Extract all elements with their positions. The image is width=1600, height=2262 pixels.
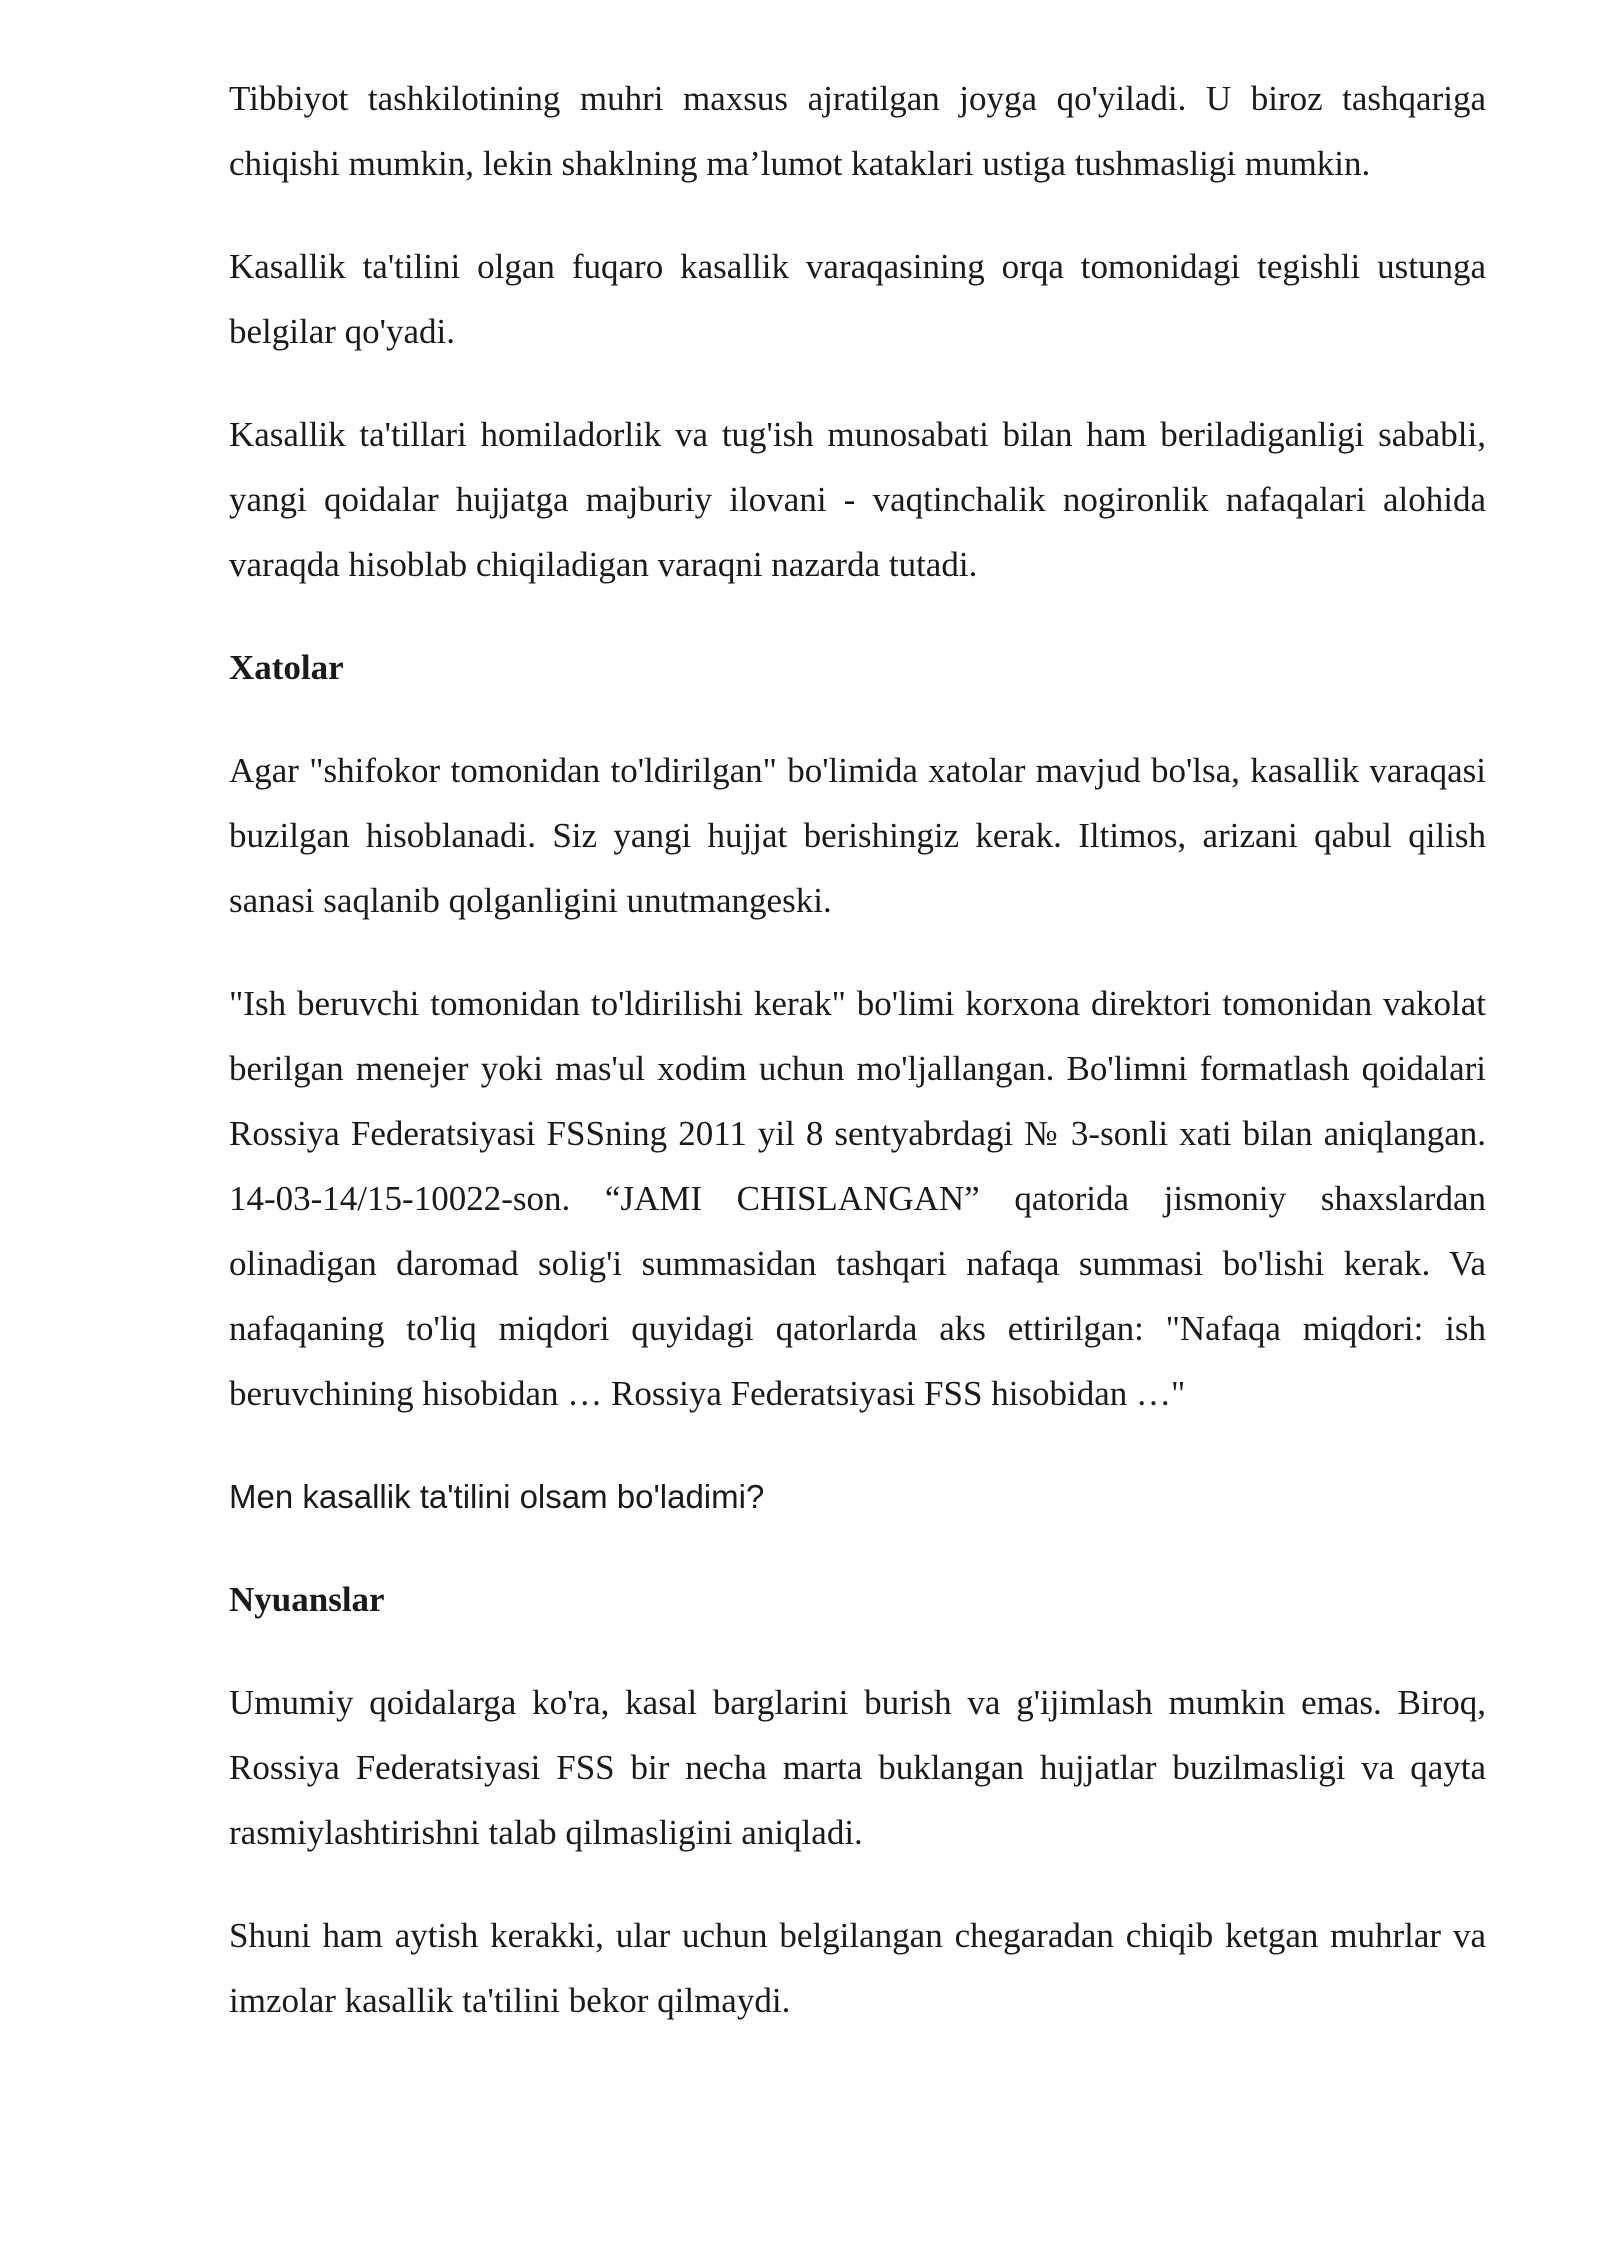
heading-nuances: Nyuanslar <box>229 1580 385 1619</box>
paragraph-employer-section: "Ish beruvchi tomonidan to'ldirilishi kerak" bo'limi korxona direktori tomonidan vakolat berilgan menejer yoki mas'ul xodim uchun mo'ljallangan. Bo'limni formatlash qoidalari Rossiya Federatsiyasi FSSning 2011 yil 8 sentyabrdagi № 3-sonli xati bilan aniqlangan. 14-03-14/15-10022-son. “JAMI CHISLANGAN” qatorida jismoniy shaxslardan olinadigan daromad solig'i summasidan tashqari nafaqa summasi bo'lishi kerak. Va nafaqaning to'liq miqdori quyidagi qatorlarda aks ettirilgan: "Nafaqa miqdori: ish beruvchining hisobidan … Rossiya Federatsiyasi FSS hisobidan …" <box>229 984 1486 1413</box>
paragraph-seals-signatures: Shuni ham aytish kerakki, ular uchun belgilangan chegaradan chiqib ketgan muhrlar va imzolar kasallik ta'tilini bekor qilmaydi. <box>229 1916 1486 2020</box>
paragraph-pregnancy-appendix: Kasallik ta'tillari homiladorlik va tug'ish munosabati bilan ham beriladiganligi sababli, yangi qoidalar hujjatga majburiy ilovani - vaqtinchalik nogironlik nafaqalari alohida varaqda hisoblab chiqiladigan varaqni nazarda tutadi. <box>229 415 1486 584</box>
document-body <box>229 66 1486 2071</box>
paragraph-citizen-marks: Kasallik ta'tilini olgan fuqaro kasallik varaqasining orqa tomonidagi tegishli ustunga belgilar qo'yadi. <box>229 247 1486 351</box>
paragraph-medical-seal: Tibbiyot tashkilotining muhri maxsus ajratilgan joyga qo'yiladi. U biroz tashqariga chiqishi mumkin, lekin shaklning ma’lumot kataklari ustiga tushmasligi mumkin. <box>229 79 1486 183</box>
paragraph-folding-rules: Umumiy qoidalarga ko'ra, kasal barglarini burish va g'ijimlash mumkin emas. Biroq, Rossiya Federatsiyasi FSS bir necha marta buklangan hujjatlar buzilmasligi va qayta rasmiylashtirishni talab qilmasligini aniqladi. <box>229 1683 1486 1852</box>
heading-errors: Xatolar <box>229 648 344 687</box>
question-line: Men kasallik ta'tilini olsam bo'ladimi? <box>229 1478 765 1515</box>
paragraph-doctor-errors: Agar "shifokor tomonidan to'ldirilgan" bo'limida xatolar mavjud bo'lsa, kasallik varaqasi buzilgan hisoblanadi. Siz yangi hujjat berishingiz kerak. Iltimos, arizani qabul qilish sanasi saqlanib qolganligini unutmangeski. <box>229 751 1486 920</box>
